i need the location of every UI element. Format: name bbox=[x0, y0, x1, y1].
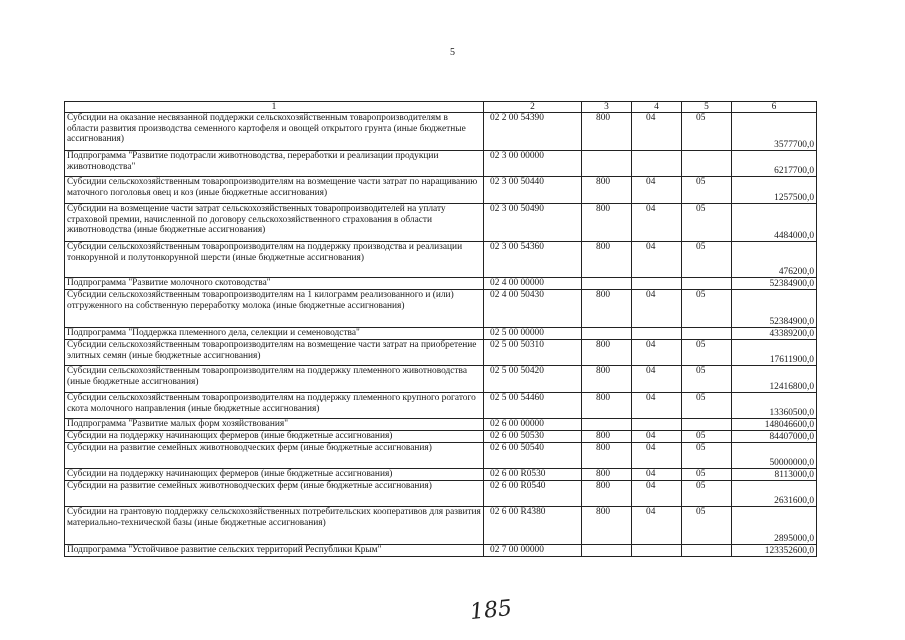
row-description: Подпрограмма "Поддержка племенного дела, селекции и семеноводства" bbox=[65, 328, 484, 340]
row-col5 bbox=[682, 151, 732, 177]
row-col5 bbox=[682, 419, 732, 431]
row-description: Субсидии на оказание несвязанной поддержки сельскохозяйственным товаропроизводителям в области развития производства семенного картофеля и овощей открытого грунта (иные бюджетные ассигнования) bbox=[65, 113, 484, 151]
row-description: Субсидии сельскохозяйственным товаропроизводителям на поддержку производства и реализации тонкорунной и полутонкорунной шерсти (иные бюджетные ассигнования) bbox=[65, 242, 484, 278]
row-code: 02 5 00 50310 bbox=[484, 340, 582, 366]
table-row bbox=[65, 328, 817, 340]
row-col3: 800 bbox=[582, 290, 632, 328]
row-code: 02 3 00 54360 bbox=[484, 242, 582, 278]
header-cell-4: 4 bbox=[632, 102, 682, 113]
row-description: Субсидии на поддержку начинающих фермеров (иные бюджетные ассигнования) bbox=[65, 469, 484, 481]
row-col3: 800 bbox=[582, 340, 632, 366]
row-col4: 04 bbox=[632, 113, 682, 151]
row-col5: 05 bbox=[682, 469, 732, 481]
table-row bbox=[65, 431, 817, 443]
row-col3: 800 bbox=[582, 242, 632, 278]
row-code: 02 4 00 00000 bbox=[484, 278, 582, 290]
row-description: Субсидии сельскохозяйственным товаропроизводителям на поддержку племенного крупного рогатого скота молочного направления (иные бюджетные ассигнования) bbox=[65, 393, 484, 419]
table-row bbox=[65, 419, 817, 431]
row-amount: 50000000,0 bbox=[732, 443, 817, 469]
row-col5: 05 bbox=[682, 290, 732, 328]
row-description: Субсидии сельскохозяйственным товаропроизводителям на возмещение части затрат по наращиванию маточного поголовья овец и коз (иные бюджетные ассигнования) bbox=[65, 177, 484, 204]
table-row bbox=[65, 469, 817, 481]
row-amount: 52384900,0 bbox=[732, 290, 817, 328]
row-col3: 800 bbox=[582, 431, 632, 443]
header-cell-6: 6 bbox=[732, 102, 817, 113]
row-description: Подпрограмма "Развитие малых форм хозяйствования" bbox=[65, 419, 484, 431]
table-row bbox=[65, 113, 817, 151]
row-description: Субсидии на развитие семейных животноводческих ферм (иные бюджетные ассигнования) bbox=[65, 481, 484, 507]
row-code: 02 6 00 50540 bbox=[484, 443, 582, 469]
row-description: Субсидии на развитие семейных животноводческих ферм (иные бюджетные ассигнования) bbox=[65, 443, 484, 469]
header-cell-3: 3 bbox=[582, 102, 632, 113]
row-amount: 123352600,0 bbox=[732, 545, 817, 557]
row-amount: 3577700,0 bbox=[732, 113, 817, 151]
row-col5: 05 bbox=[682, 177, 732, 204]
row-code: 02 6 00 00000 bbox=[484, 419, 582, 431]
row-col3: 800 bbox=[582, 481, 632, 507]
budget-table bbox=[64, 101, 817, 557]
row-amount: 52384900,0 bbox=[732, 278, 817, 290]
row-col4: 04 bbox=[632, 340, 682, 366]
row-col5: 05 bbox=[682, 481, 732, 507]
row-col4: 04 bbox=[632, 177, 682, 204]
row-col4: 04 bbox=[632, 242, 682, 278]
header-cell-1: 1 bbox=[65, 102, 484, 113]
row-col4: 04 bbox=[632, 443, 682, 469]
row-col3 bbox=[582, 328, 632, 340]
row-amount: 2895000,0 bbox=[732, 507, 817, 545]
row-amount: 43389200,0 bbox=[732, 328, 817, 340]
row-col3: 800 bbox=[582, 177, 632, 204]
table-row bbox=[65, 278, 817, 290]
row-description: Субсидии на поддержку начинающих фермеров (иные бюджетные ассигнования) bbox=[65, 431, 484, 443]
row-col4: 04 bbox=[632, 431, 682, 443]
row-amount: 2631600,0 bbox=[732, 481, 817, 507]
table-row bbox=[65, 242, 817, 278]
row-col5 bbox=[682, 328, 732, 340]
row-col4: 04 bbox=[632, 469, 682, 481]
row-code: 02 3 00 50490 bbox=[484, 204, 582, 242]
row-col3: 800 bbox=[582, 443, 632, 469]
row-amount: 148046600,0 bbox=[732, 419, 817, 431]
row-code: 02 4 00 50430 bbox=[484, 290, 582, 328]
table-row bbox=[65, 151, 817, 177]
table-row bbox=[65, 481, 817, 507]
row-code: 02 2 00 54390 bbox=[484, 113, 582, 151]
row-col4 bbox=[632, 419, 682, 431]
row-description: Субсидии на возмещение части затрат сельскохозяйственных товаропроизводителей на уплату страховой премии, начисленной по договору сельскохозяйственного страхования в области животноводства (иные бюджетные ассигнования) bbox=[65, 204, 484, 242]
row-code: 02 6 00 R4380 bbox=[484, 507, 582, 545]
row-col4: 04 bbox=[632, 204, 682, 242]
table-row bbox=[65, 177, 817, 204]
row-amount: 17611900,0 bbox=[732, 340, 817, 366]
row-amount: 8113000,0 bbox=[732, 469, 817, 481]
table-row bbox=[65, 443, 817, 469]
row-amount: 1257500,0 bbox=[732, 177, 817, 204]
row-description: Подпрограмма "Развитие подотрасли животноводства, переработки и реализации продукции животноводства" bbox=[65, 151, 484, 177]
row-code: 02 7 00 00000 bbox=[484, 545, 582, 557]
page-number: 5 bbox=[450, 47, 455, 58]
row-code: 02 5 00 54460 bbox=[484, 393, 582, 419]
row-amount: 84407000,0 bbox=[732, 431, 817, 443]
row-col4 bbox=[632, 328, 682, 340]
row-amount: 476200,0 bbox=[732, 242, 817, 278]
row-col5 bbox=[682, 545, 732, 557]
row-description: Субсидии сельскохозяйственным товаропроизводителям на поддержку племенного животноводства (иные бюджетные ассигнования) bbox=[65, 366, 484, 393]
row-col5: 05 bbox=[682, 431, 732, 443]
row-col3: 800 bbox=[582, 507, 632, 545]
row-col5: 05 bbox=[682, 366, 732, 393]
row-col3: 800 bbox=[582, 113, 632, 151]
row-code: 02 5 00 00000 bbox=[484, 328, 582, 340]
table-row bbox=[65, 366, 817, 393]
table-header-row bbox=[65, 102, 817, 113]
row-description: Субсидии на грантовую поддержку сельскохозяйственных потребительских кооперативов для развития материально-технической базы (иные бюджетные ассигнования) bbox=[65, 507, 484, 545]
table-row bbox=[65, 545, 817, 557]
table-row bbox=[65, 507, 817, 545]
row-col4: 04 bbox=[632, 393, 682, 419]
row-code: 02 6 00 R0530 bbox=[484, 469, 582, 481]
header-cell-2: 2 bbox=[484, 102, 582, 113]
row-code: 02 6 00 R0540 bbox=[484, 481, 582, 507]
header-cell-5: 5 bbox=[682, 102, 732, 113]
row-col3: 800 bbox=[582, 204, 632, 242]
row-code: 02 5 00 50420 bbox=[484, 366, 582, 393]
handwritten-page-number: 185 bbox=[468, 595, 514, 626]
row-col5: 05 bbox=[682, 443, 732, 469]
row-col3: 800 bbox=[582, 393, 632, 419]
row-col5: 05 bbox=[682, 242, 732, 278]
row-col5: 05 bbox=[682, 113, 732, 151]
row-col5: 05 bbox=[682, 393, 732, 419]
row-col5: 05 bbox=[682, 340, 732, 366]
table-row bbox=[65, 340, 817, 366]
table-row bbox=[65, 204, 817, 242]
row-amount: 4484000,0 bbox=[732, 204, 817, 242]
row-col3 bbox=[582, 419, 632, 431]
row-code: 02 6 00 50530 bbox=[484, 431, 582, 443]
row-col3 bbox=[582, 151, 632, 177]
row-amount: 6217700,0 bbox=[732, 151, 817, 177]
row-amount: 12416800,0 bbox=[732, 366, 817, 393]
row-description: Подпрограмма "Устойчивое развитие сельских территорий Республики Крым" bbox=[65, 545, 484, 557]
row-col3 bbox=[582, 278, 632, 290]
row-code: 02 3 00 00000 bbox=[484, 151, 582, 177]
row-amount: 13360500,0 bbox=[732, 393, 817, 419]
row-col5: 05 bbox=[682, 204, 732, 242]
row-col4: 04 bbox=[632, 366, 682, 393]
row-col4 bbox=[632, 545, 682, 557]
table-row bbox=[65, 393, 817, 419]
row-col5: 05 bbox=[682, 507, 732, 545]
row-col4 bbox=[632, 278, 682, 290]
row-description: Субсидии сельскохозяйственным товаропроизводителям на возмещение части затрат на приобретение элитных семян (иные бюджетные ассигнования) bbox=[65, 340, 484, 366]
row-description: Субсидии сельскохозяйственным товаропроизводителям на 1 килограмм реализованного и (или) отгруженного на собственную переработку молока (иные бюджетные ассигнования) bbox=[65, 290, 484, 328]
row-col4: 04 bbox=[632, 290, 682, 328]
row-code: 02 3 00 50440 bbox=[484, 177, 582, 204]
table-row bbox=[65, 290, 817, 328]
row-col3 bbox=[582, 545, 632, 557]
row-col3: 800 bbox=[582, 469, 632, 481]
row-col5 bbox=[682, 278, 732, 290]
row-col4: 04 bbox=[632, 507, 682, 545]
row-col4 bbox=[632, 151, 682, 177]
row-description: Подпрограмма "Развитие молочного скотоводства" bbox=[65, 278, 484, 290]
row-col4: 04 bbox=[632, 481, 682, 507]
row-col3: 800 bbox=[582, 366, 632, 393]
